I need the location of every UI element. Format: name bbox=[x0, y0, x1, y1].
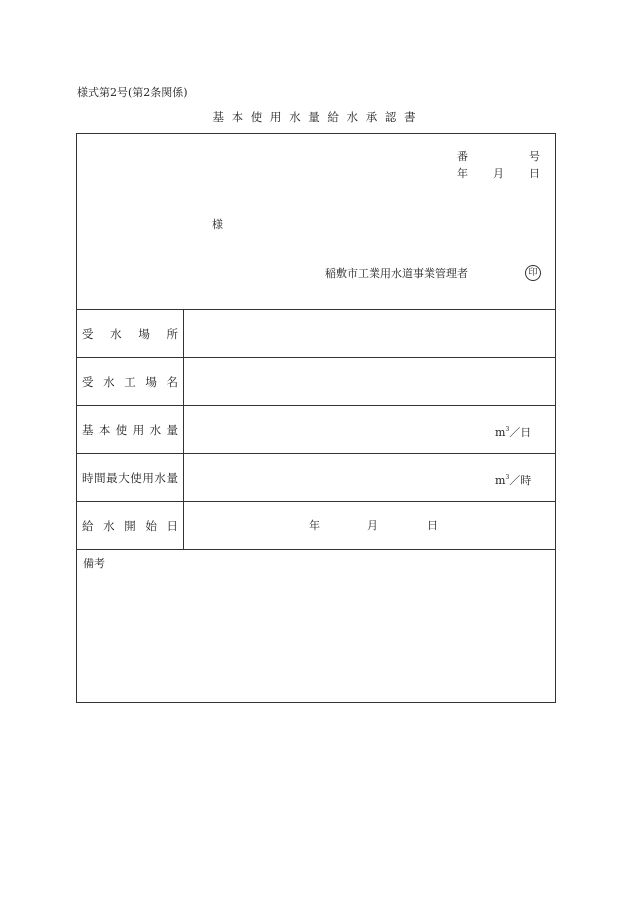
document-title: 基 本 使 用 水 量 給 水 承 認 書 bbox=[212, 110, 418, 124]
row-label-factory-name: 受水工場名 bbox=[82, 375, 178, 389]
receiving-location-field[interactable] bbox=[184, 310, 556, 357]
number-label: 番 bbox=[457, 150, 468, 163]
issuer-name: 稲敷市工業用水道事業管理者 bbox=[325, 267, 468, 280]
start-date-year: 年 bbox=[309, 519, 320, 532]
row-label-basic-water-volume: 基本使用水量 bbox=[82, 423, 178, 437]
date-month: 月 bbox=[493, 167, 504, 180]
unit-per-day: $m^3/$日 bbox=[495, 426, 532, 439]
factory-name-field[interactable] bbox=[184, 358, 556, 405]
row-label-supply-start-date: 給水開始日 bbox=[82, 519, 178, 533]
form-reference: 様式第2号(第2条関係) bbox=[77, 86, 188, 99]
addressee-honorific: 様 bbox=[212, 218, 223, 231]
row-label-receiving-location: 受水場所 bbox=[82, 327, 178, 341]
date-year: 年 bbox=[457, 167, 468, 180]
row-label-max-hourly-volume: 時間最大使用水量 bbox=[82, 471, 178, 485]
remarks-label: 備考 bbox=[83, 557, 105, 570]
date-day: 日 bbox=[529, 167, 540, 180]
seal-mark: 印 bbox=[525, 265, 541, 281]
start-date-month: 月 bbox=[367, 519, 378, 532]
approval-form bbox=[76, 133, 556, 703]
unit-per-hour: $m^3/$時 bbox=[495, 474, 532, 487]
start-date-day: 日 bbox=[427, 519, 438, 532]
remarks-field[interactable] bbox=[78, 572, 554, 700]
number-suffix: 号 bbox=[529, 150, 540, 163]
